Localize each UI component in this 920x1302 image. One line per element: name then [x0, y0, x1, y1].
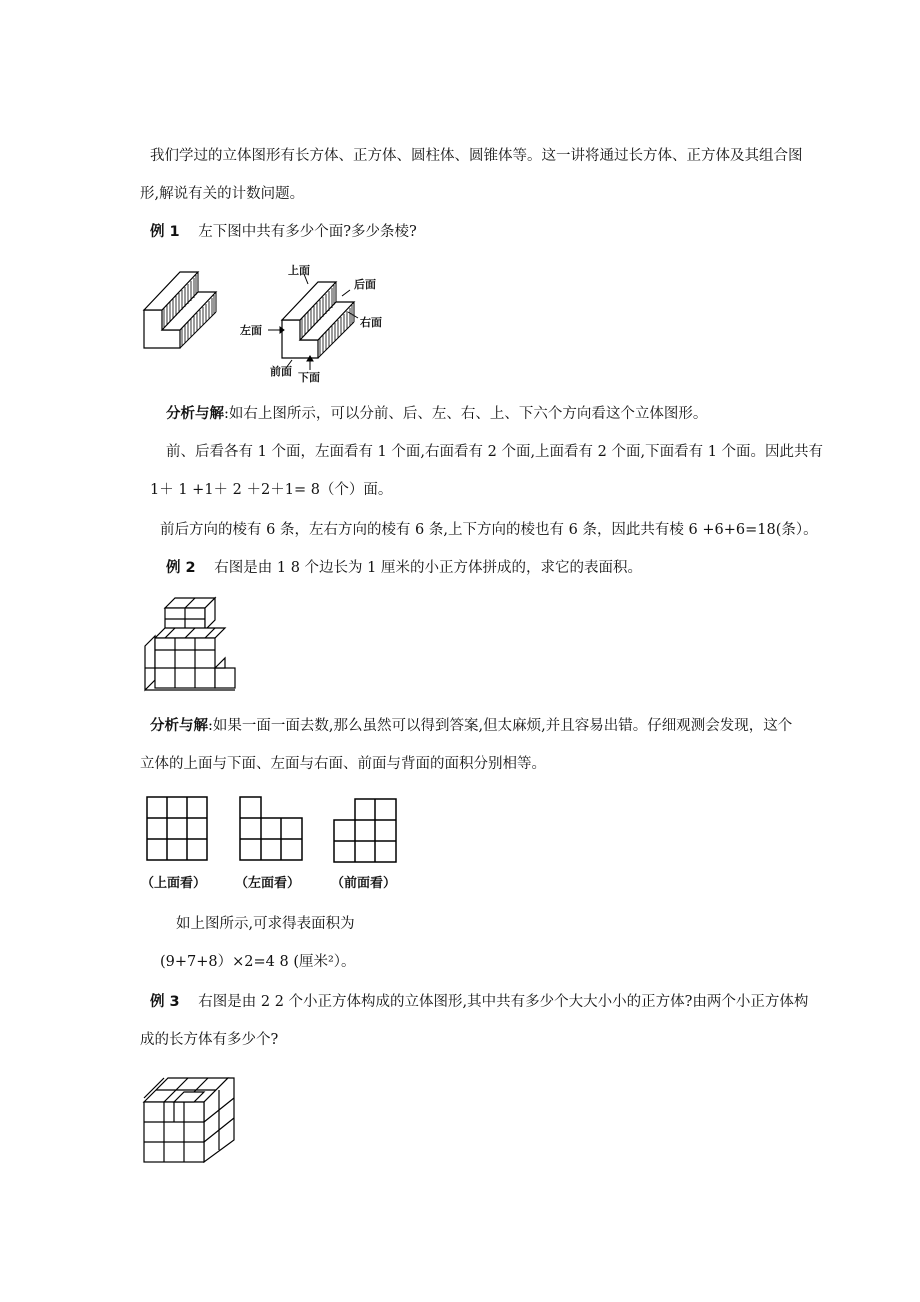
label-right-face: 右面 — [360, 316, 382, 329]
example3-question-line1: 右图是由 2 2 个小正方体构成的立体图形,其中共有多少个大大小小的正方体?由两个小正方体构 — [198, 994, 809, 1010]
example1-para3: 前后方向的棱有 6 条，左右方向的棱有 6 条,上下方向的棱也有 6 条，因此共有棱 6 +6+6=18(条）。 — [160, 522, 818, 538]
caption-front-view: （前面看） — [331, 876, 397, 891]
example3-heading — [150, 992, 808, 1012]
example1-analysis-text: :如右上图所示，可以分前、后、左、右、上、下六个方向看这个立体图形。 — [224, 406, 708, 422]
example1-solid-figure — [140, 262, 230, 352]
example2-analysis — [150, 716, 792, 736]
example2-result-formula: (9+7+8）×2=4 8 (厘米²）。 — [160, 954, 356, 970]
label-bottom-face: 下面 — [298, 371, 320, 384]
example1-label: 例 1 — [150, 224, 180, 240]
front-view-grid — [334, 799, 398, 863]
label-top-face: 上面 — [288, 264, 310, 277]
caption-top-view: （上面看） — [141, 876, 207, 891]
label-back-face: 后面 — [354, 278, 376, 291]
example3-label: 例 3 — [150, 994, 180, 1010]
example2-heading — [166, 558, 642, 578]
example2-result-intro: 如上图所示,可求得表面积为 — [176, 916, 355, 932]
example1-para2-line2: 1＋ 1 +1＋ 2 ＋2＋1= 8（个）面。 — [150, 482, 393, 498]
intro-line-2: 形,解说有关的计数问题。 — [140, 186, 305, 202]
top-view-grid — [147, 797, 209, 861]
example1-analysis-label: 分析与解 — [166, 406, 224, 422]
example2-analysis-label: 分析与解 — [150, 718, 208, 734]
example3-cube-figure — [144, 1078, 239, 1168]
example2-analysis-line2: 立体的上面与下面、左面与右面、前面与背面的面积分别相等。 — [140, 756, 546, 772]
example2-label: 例 2 — [166, 560, 196, 576]
example1-heading — [150, 222, 417, 242]
intro-line-1: 我们学过的立体图形有长方体、正方体、圆柱体、圆锥体等。这一讲将通过长方体、正方体及其组合图 — [150, 148, 803, 164]
caption-left-view: （左面看） — [235, 876, 301, 891]
example1-question: 左下图中共有多少个面?多少条棱? — [198, 224, 417, 240]
example2-cube-figure — [145, 598, 240, 693]
example1-para2-line1: 前、后看各有 1 个面，左面看有 1 个面,右面看有 2 个面,上面看有 2 个面,下面看有 1 个面。因此共有 — [166, 444, 824, 460]
left-view-grid — [240, 797, 304, 861]
label-left-face: 左面 — [240, 324, 262, 337]
example2-question: 右图是由 1 8 个边长为 1 厘米的小正方体拼成的，求它的表面积。 — [214, 560, 642, 576]
example2-analysis-line1: :如果一面一面去数,那么虽然可以得到答案,但太麻烦,并且容易出错。仔细观测会发现，这个 — [208, 718, 793, 734]
example1-analysis — [166, 404, 707, 424]
label-front-face: 前面 — [270, 365, 292, 378]
example3-question-line2: 成的长方体有多少个? — [140, 1032, 279, 1048]
